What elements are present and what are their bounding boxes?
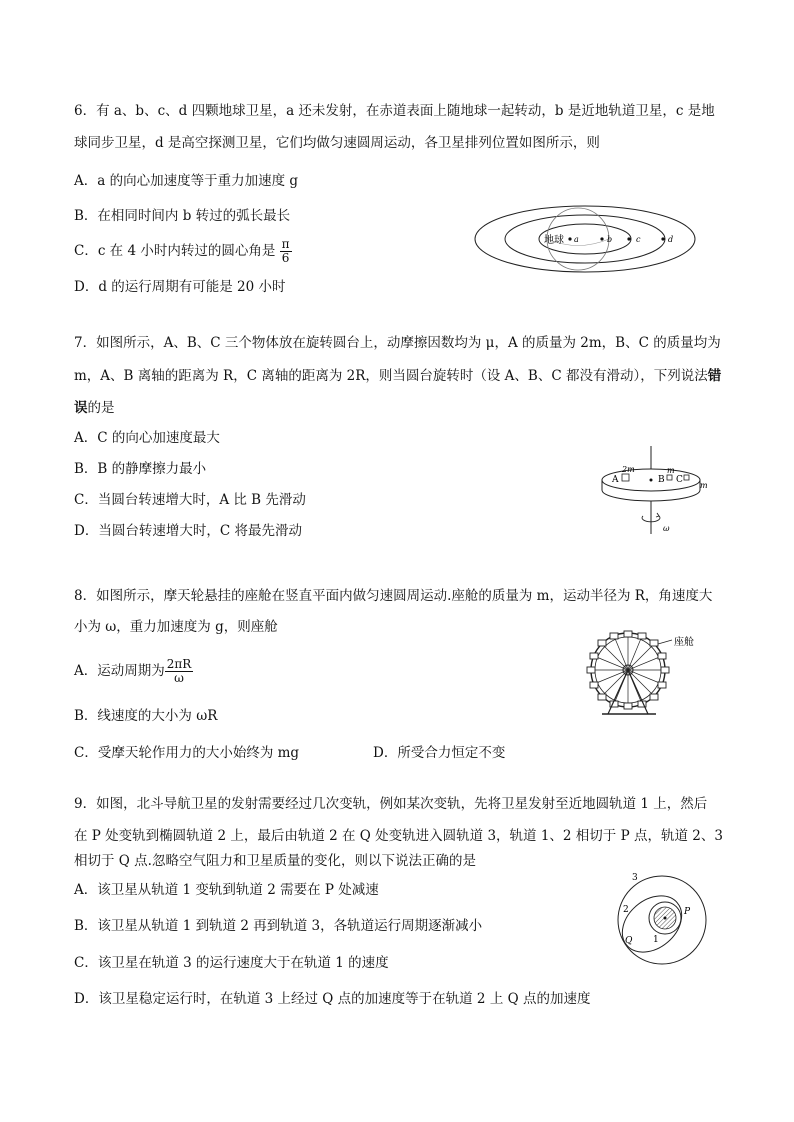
q7-option-d: D．当圆台转速增大时，C 将最先滑动 — [74, 523, 302, 539]
q7-bold-word-2: 误 — [74, 400, 88, 416]
q6-stem-line2: 球同步卫星，d 是高空探测卫星，它们均做匀速圆周运动，各卫星排列位置如图所示，则 — [74, 135, 600, 151]
sat-c-label: c — [636, 235, 641, 244]
q8-option-c: C．受摩天轮作用力的大小始终为 mg — [74, 745, 300, 761]
q6-option-a: A．a 的向心加速度等于重力加速度 g — [74, 173, 299, 189]
q6-option-c-fraction — [280, 238, 292, 265]
q8-stem-line2: 小为 ω，重力加速度为 g，则座舱 — [74, 619, 278, 635]
q8-a-denominator: ω — [174, 671, 184, 685]
sat-b-label: b — [607, 235, 613, 244]
sat-d-label: d — [668, 235, 674, 244]
q7-option-a: A．C 的向心加速度最大 — [74, 430, 220, 446]
q8-option-d: D．所受合力恒定不变 — [373, 745, 506, 761]
q6-orbit-figure — [474, 200, 698, 280]
q6-option-c — [74, 238, 292, 265]
block-a-label: A — [612, 475, 619, 485]
block-a-mass: 2m — [622, 465, 635, 474]
q9-option-b: B．该卫星从轨道 1 到轨道 2 再到轨道 3，各轨道运行周期逐渐减小 — [74, 918, 483, 934]
q8-option-a-text: A．运动周期为 — [74, 663, 165, 679]
block-c-label: C — [676, 475, 683, 485]
q8-option-a — [74, 658, 193, 685]
q8-ferris-wheel-figure — [586, 628, 716, 718]
cabin-label: 座舱 — [674, 637, 694, 648]
q8-option-a-fraction — [165, 658, 194, 685]
q9-option-d: D．该卫星稳定运行时，在轨道 3 上经过 Q 点的加速度等于在轨道 2 上 Q 点的加速度 — [74, 991, 591, 1007]
q6-stem-line1: 6．有 a、b、c、d 四颗地球卫星，a 还未发射，在赤道表面上随地球一起转动，b 是近地轨道卫星，c 是地 — [74, 103, 715, 119]
q7-turntable-figure — [596, 444, 716, 536]
point-q-label: Q — [625, 936, 633, 946]
block-b-mass: m — [667, 466, 675, 475]
point-p-label: P — [684, 907, 691, 917]
q7-stem-line1: 7．如图所示，A、B、C 三个物体放在旋转圆台上，动摩擦因数均为 μ，A 的质量为 2m，B、C 的质量均为 — [74, 335, 721, 351]
q6-option-c-text: C．c 在 4 小时内转过的圆心角是 — [74, 243, 276, 259]
orbit-1-label: 1 — [653, 935, 659, 945]
block-b-label: B — [658, 475, 665, 485]
sat-a-label: a — [574, 235, 579, 244]
q9-option-c: C．该卫星在轨道 3 的运行速度大于在轨道 1 的速度 — [74, 955, 389, 971]
q9-option-a: A．该卫星从轨道 1 变轨到轨道 2 需要在 P 处减速 — [74, 882, 379, 898]
q6-c-denominator: 6 — [281, 251, 290, 265]
q6-option-b: B．在相同时间内 b 转过的弧长最长 — [74, 208, 291, 224]
omega-label: ω — [663, 524, 670, 533]
q6-c-numerator: π — [281, 237, 290, 251]
orbit-3-label: 3 — [632, 873, 638, 883]
q7-option-c: C．当圆台转速增大时，A 比 B 先滑动 — [74, 492, 306, 508]
q9-stem-line2: 在 P 处变轨到椭圆轨道 2 上，最后由轨道 2 在 Q 处变轨进入圆轨道 3，轨道 1、2 相切于 P 点，轨道 2、3 — [74, 828, 723, 844]
q9-orbit-figure — [612, 868, 712, 968]
q7-option-b: B．B 的静摩擦力最小 — [74, 461, 207, 477]
q8-a-numerator: 2πR — [166, 657, 192, 671]
q6-option-d: D．d 的运行周期有可能是 20 小时 — [74, 279, 286, 295]
q8-stem-line1: 8．如图所示，摩天轮悬挂的座舱在竖直平面内做匀速圆周运动.座舱的质量为 m，运动半径为 R，角速度大 — [74, 588, 713, 604]
q7-stem-line2-text: m，A、B 离轴的距离为 R，C 离轴的距离为 2R，则当圆台旋转时（设 A、B、C 都没有滑动），下列说法 — [74, 368, 708, 384]
q8-option-b: B．线速度的大小为 ωR — [74, 708, 218, 724]
q7-stem-line2 — [74, 366, 721, 386]
q7-stem-line3-text: 的是 — [87, 400, 115, 416]
q7-stem-line3 — [74, 398, 115, 418]
q9-stem-line3: 相切于 Q 点.忽略空气阻力和卫星质量的变化，则以下说法正确的是 — [74, 853, 476, 869]
q7-bold-word-1: 错 — [707, 368, 722, 384]
earth-label: 地球 — [544, 235, 564, 246]
q9-stem-line1: 9．如图，北斗导航卫星的发射需要经过几次变轨，例如某次变轨，先将卫星发射至近地圆轨道 1 上，然后 — [74, 796, 708, 812]
block-c-mass: m — [700, 481, 708, 490]
orbit-2-label: 2 — [623, 905, 629, 915]
